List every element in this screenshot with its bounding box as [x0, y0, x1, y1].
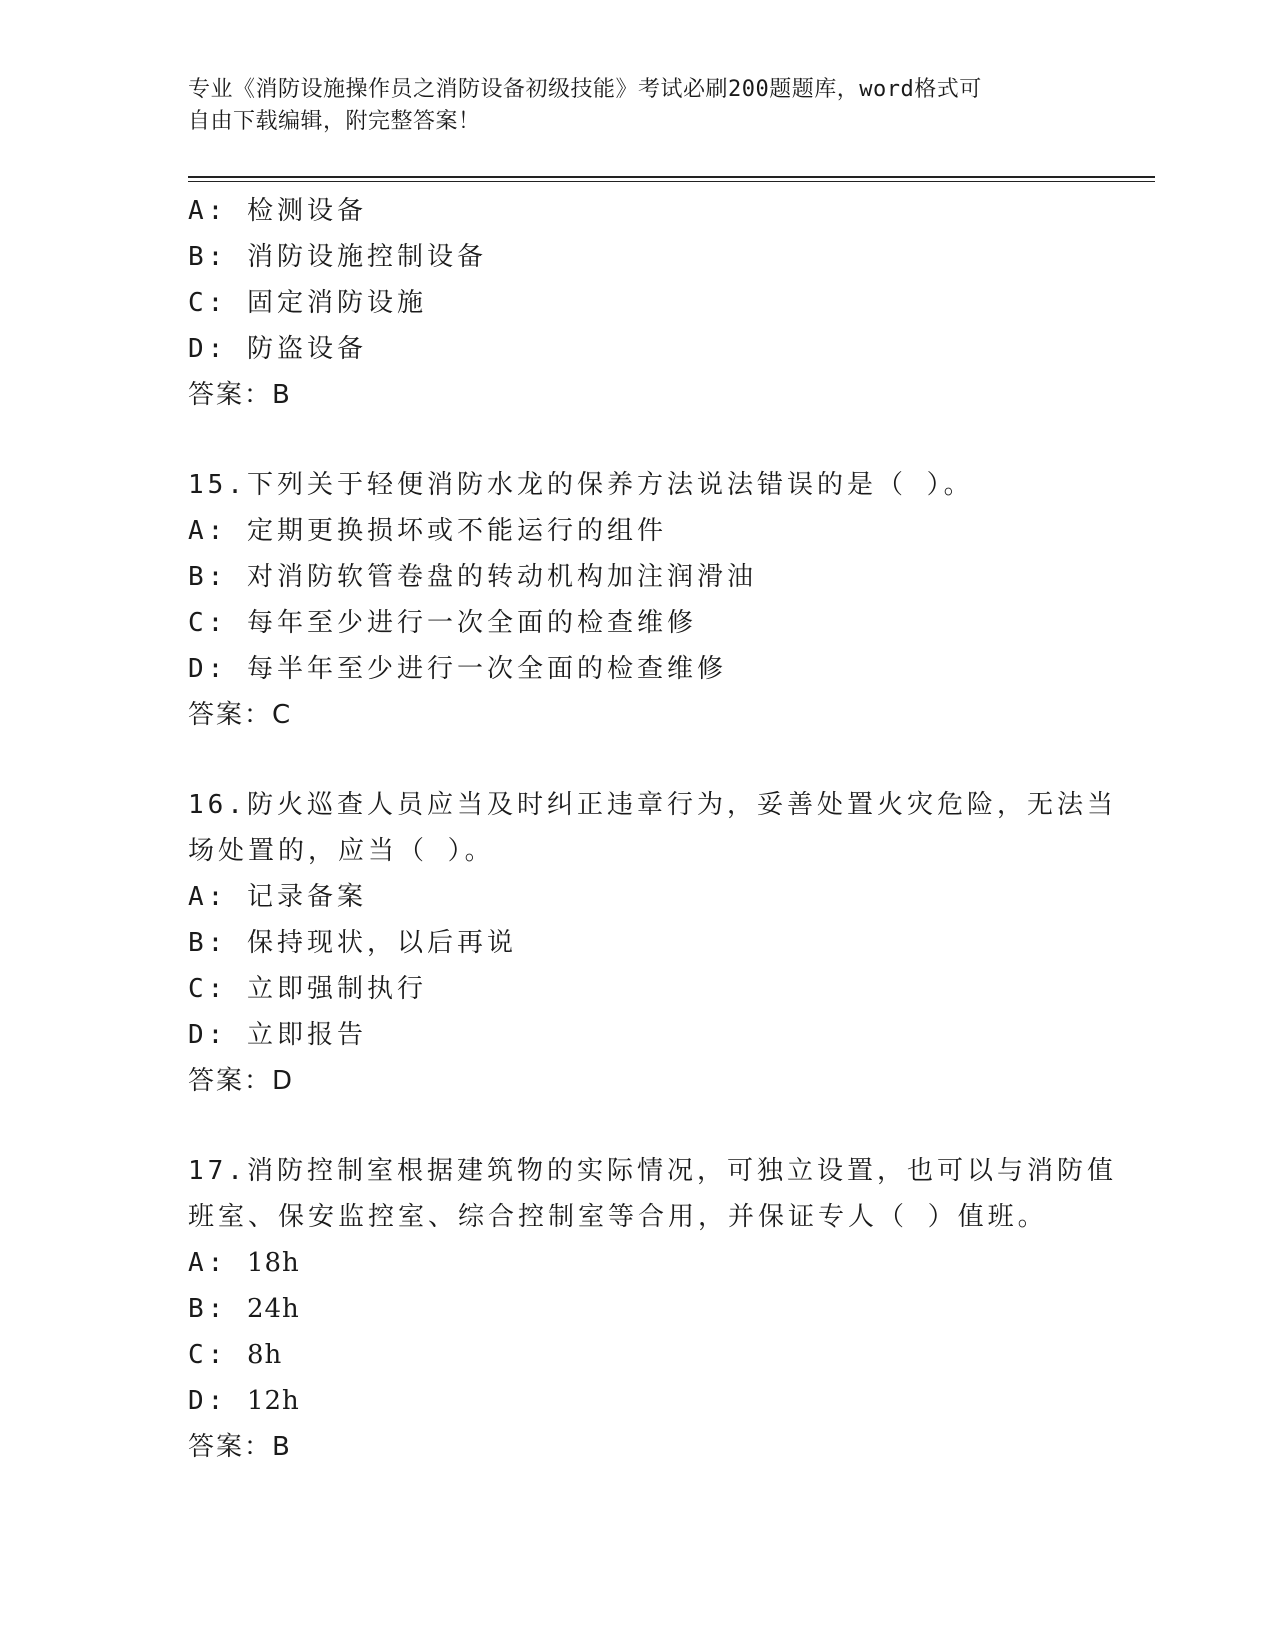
question-stem-line-1: 17.消防控制室根据建筑物的实际情况，可独立设置，也可以与消防值 [188, 1156, 1117, 1186]
option-c: C: 固定消防设施 [188, 288, 427, 318]
option-b: B: 消防设施控制设备 [188, 242, 487, 272]
option-d: D: 防盗设备 [188, 334, 367, 364]
answer: 答案：B [188, 380, 292, 410]
option-d: D: 立即报告 [188, 1020, 367, 1050]
option-a: A: 18h [188, 1248, 300, 1278]
question-14 [188, 188, 1148, 418]
answer: 答案：B [188, 1432, 292, 1462]
header-line-1: 专业《消防设施操作员之消防设备初级技能》考试必刷200题题库，word格式可 [188, 77, 982, 102]
option-b: B: 24h [188, 1294, 300, 1324]
question-17 [188, 1148, 1148, 1470]
option-a: A: 检测设备 [188, 196, 367, 226]
option-c: C: 每年至少进行一次全面的检查维修 [188, 608, 697, 638]
option-d: D: 12h [188, 1386, 300, 1416]
header-divider [188, 176, 1155, 182]
option-b: B: 保持现状，以后再说 [188, 928, 517, 958]
question-list [188, 188, 1148, 1470]
question-stem: 15.下列关于轻便消防水龙的保养方法说法错误的是（ ）。 [188, 470, 974, 500]
option-b: B: 对消防软管卷盘的转动机构加注润滑油 [188, 562, 757, 592]
question-16 [188, 782, 1148, 1104]
spacer [188, 738, 1148, 782]
document-header [188, 74, 1088, 138]
spacer [188, 1104, 1148, 1148]
option-a: A: 定期更换损坏或不能运行的组件 [188, 516, 667, 546]
question-stem-line-2: 场处置的，应当（ ）。 [188, 836, 495, 866]
question-stem-line-2: 班室、保安监控室、综合控制室等合用，并保证专人（ ）值班。 [188, 1202, 1048, 1232]
header-line-2: 自由下载编辑，附完整答案！ [188, 109, 481, 134]
answer: 答案：C [188, 700, 293, 730]
question-15 [188, 462, 1148, 738]
option-d: D: 每半年至少进行一次全面的检查维修 [188, 654, 727, 684]
question-stem-line-1: 16.防火巡查人员应当及时纠正违章行为，妥善处置火灾危险，无法当 [188, 790, 1117, 820]
answer: 答案：D [188, 1066, 295, 1096]
spacer [188, 418, 1148, 462]
option-a: A: 记录备案 [188, 882, 367, 912]
option-c: C: 立即强制执行 [188, 974, 427, 1004]
option-c: C: 8h [188, 1340, 283, 1370]
